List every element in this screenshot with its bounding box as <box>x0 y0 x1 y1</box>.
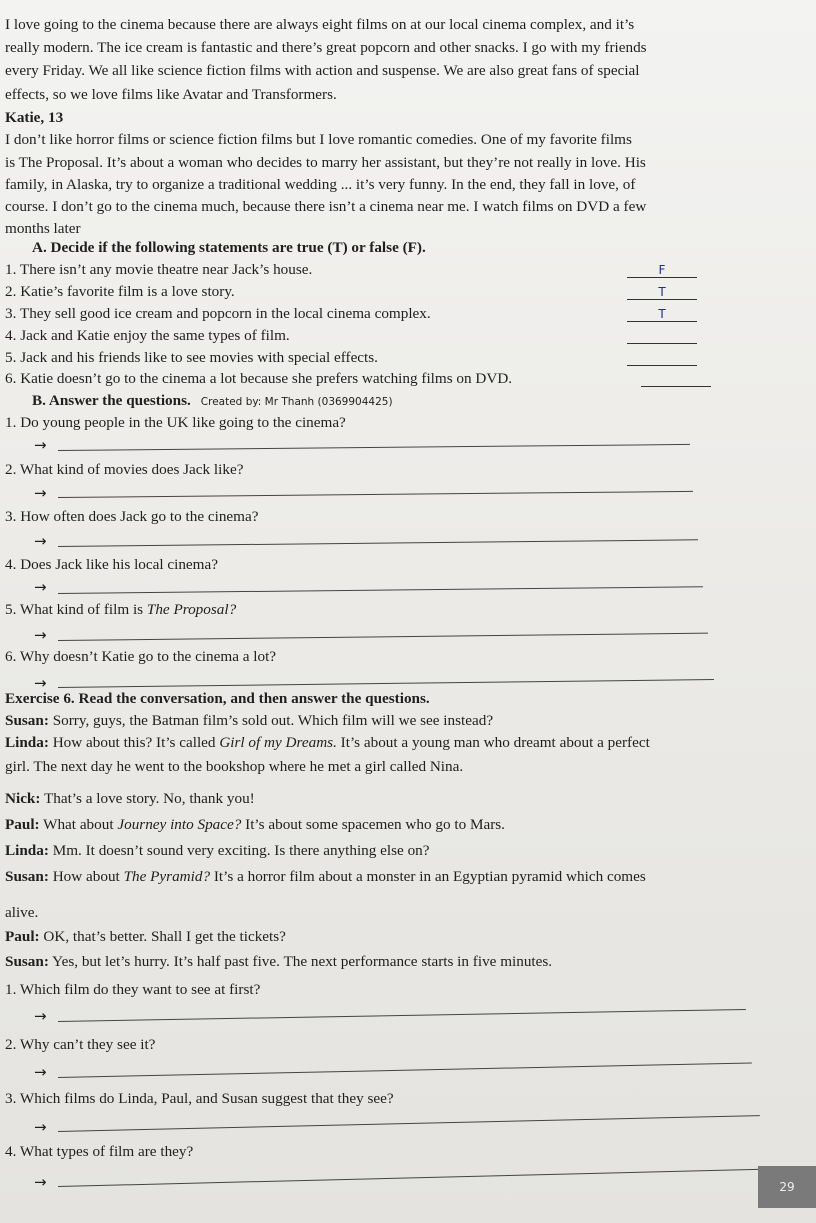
dialogue-text: How about <box>48 868 124 885</box>
tf-answer-field[interactable] <box>627 349 697 366</box>
dialogue-text: That’s a love story. No, thank you! <box>40 790 255 807</box>
tf-answer-field[interactable]: F <box>627 261 697 278</box>
question-e2: 2. Why can’t they see it? <box>5 1036 156 1053</box>
tf-item <box>5 327 705 347</box>
arrow-icon: → <box>34 1173 47 1191</box>
katie-paragraph-line: is The Proposal. It’s about a woman who decides to marry her assistant, but they’re not really in love. His <box>5 154 646 171</box>
arrow-icon: → <box>34 578 47 596</box>
dialogue-text: What about <box>39 816 118 833</box>
answer-line[interactable] <box>58 1009 746 1022</box>
arrow-icon: → <box>34 532 47 550</box>
dialogue-line <box>5 842 430 860</box>
answer-line[interactable] <box>58 539 698 547</box>
dialogue-text: It’s a horror film about a monster in an Egyptian pyramid which comes <box>210 868 646 885</box>
dialogue-line: alive. <box>5 904 39 921</box>
answer-line[interactable] <box>58 633 708 641</box>
speaker-name: Paul: <box>5 928 40 945</box>
tf-statement: 5. Jack and his friends like to see movies with special effects. <box>5 349 378 366</box>
tf-item <box>5 370 705 390</box>
tf-answer-field[interactable] <box>627 327 697 344</box>
film-title: The Pyramid? <box>123 868 211 885</box>
tf-answer-field[interactable]: T <box>627 283 697 300</box>
answer-line[interactable] <box>58 1115 760 1132</box>
tf-answer-field[interactable] <box>641 370 711 387</box>
question-b3: 3. How often does Jack go to the cinema? <box>5 508 259 525</box>
dialogue-text: How about this? It’s called <box>48 734 220 751</box>
dialogue-line <box>5 928 286 946</box>
answer-line[interactable] <box>58 586 703 594</box>
speaker-name: Susan: <box>5 712 49 729</box>
speaker-name: Paul: <box>5 816 40 833</box>
tf-item <box>5 261 705 281</box>
speaker-name: Linda: <box>5 842 49 859</box>
arrow-icon: → <box>34 1063 47 1081</box>
speaker-name: Nick: <box>5 790 41 807</box>
dialogue-text: Mm. It doesn’t sound very exciting. Is there anything else on? <box>48 842 430 859</box>
katie-heading: Katie, 13 <box>5 109 64 126</box>
question-b5-text: 5. What kind of film is <box>5 601 147 618</box>
question-b5 <box>5 601 236 619</box>
dialogue-text: OK, that’s better. Shall I get the tickets? <box>39 928 286 945</box>
tf-statement: 3. They sell good ice cream and popcorn in the local cinema complex. <box>5 305 431 322</box>
answer-line[interactable] <box>58 444 690 451</box>
arrow-icon: → <box>34 436 47 454</box>
question-e1: 1. Which film do they want to see at first? <box>5 981 261 998</box>
question-e3: 3. Which films do Linda, Paul, and Susan suggest that they see? <box>5 1090 394 1107</box>
dialogue-line <box>5 712 493 730</box>
dialogue-line <box>5 734 650 752</box>
film-title: The Proposal? <box>146 601 237 618</box>
dialogue-text: Yes, but let’s hurry. It’s half past five. The next performance starts in five minutes. <box>48 953 553 970</box>
arrow-icon: → <box>34 1118 47 1136</box>
dialogue-text: It’s about some spacemen who go to Mars. <box>241 816 505 833</box>
film-title: Girl of my Dreams. <box>219 734 337 751</box>
dialogue-text: Sorry, guys, the Batman film’s sold out. Which film will we see instead? <box>48 712 494 729</box>
jack-paragraph-line: I love going to the cinema because there are always eight films on at our local cinema complex, and it’s <box>5 16 635 33</box>
section-b-title <box>32 392 393 411</box>
tf-statement: 2. Katie’s favorite film is a love story. <box>5 283 235 300</box>
question-b1: 1. Do young people in the UK like going to the cinema? <box>5 414 346 431</box>
question-b6: 6. Why doesn’t Katie go to the cinema a lot? <box>5 648 277 665</box>
katie-paragraph-line: I don’t like horror films or science fiction films but I love romantic comedies. One of my favorite films <box>5 131 632 148</box>
film-title: Journey into Space? <box>117 816 242 833</box>
arrow-icon: → <box>34 1007 47 1025</box>
dialogue-line <box>5 790 255 808</box>
jack-paragraph-line: really modern. The ice cream is fantastic and there’s great popcorn and other snacks. I go with my friends <box>5 39 647 56</box>
tf-item <box>5 283 705 303</box>
section-b-title-text: B. Answer the questions. <box>32 392 191 409</box>
tf-statement: 1. There isn’t any movie theatre near Jack’s house. <box>5 261 313 278</box>
dialogue-line: girl. The next day he went to the bookshop where he met a girl called Nina. <box>5 758 464 775</box>
tf-item <box>5 349 705 369</box>
speaker-name: Susan: <box>5 953 49 970</box>
answer-line[interactable] <box>58 679 714 688</box>
speaker-name: Linda: <box>5 734 49 751</box>
dialogue-line <box>5 953 552 971</box>
jack-paragraph-line: every Friday. We all like science fiction films with action and suspense. We are also great fans of special <box>5 62 640 79</box>
answer-line[interactable] <box>58 1169 763 1187</box>
katie-paragraph-line: course. I don’t go to the cinema much, because there isn’t a cinema near me. I watch films on DVD a few <box>5 198 647 215</box>
page-number: 29 <box>758 1166 816 1208</box>
exercise-6-title: Exercise 6. Read the conversation, and then answer the questions. <box>5 690 430 707</box>
dialogue-line <box>5 816 505 834</box>
dialogue-line <box>5 868 646 886</box>
tf-answer-field[interactable]: T <box>627 305 697 322</box>
arrow-icon: → <box>34 626 47 644</box>
tf-item <box>5 305 705 325</box>
section-a-title: A. Decide if the following statements are true (T) or false (F). <box>32 239 426 256</box>
tf-statement: 6. Katie doesn’t go to the cinema a lot because she prefers watching films on DVD. <box>5 370 513 387</box>
arrow-icon: → <box>34 484 47 502</box>
katie-paragraph-line: family, in Alaska, try to organize a traditional wedding ... it’s very funny. In the end, they fall in love, of <box>5 176 636 193</box>
katie-paragraph-line: months later <box>5 220 81 237</box>
speaker-name: Susan: <box>5 868 49 885</box>
tf-statement: 4. Jack and Katie enjoy the same types of film. <box>5 327 290 344</box>
jack-paragraph-line: effects, so we love films like Avatar and Transformers. <box>5 86 337 103</box>
author-credit: Created by: Mr Thanh (0369904425) <box>200 396 393 408</box>
arrow-icon: → <box>34 674 47 692</box>
question-b2: 2. What kind of movies does Jack like? <box>5 461 244 478</box>
question-e4: 4. What types of film are they? <box>5 1143 194 1160</box>
question-b4: 4. Does Jack like his local cinema? <box>5 556 218 573</box>
dialogue-text: It’s about a young man who dreamt about a perfect <box>336 734 650 751</box>
answer-line[interactable] <box>58 491 693 498</box>
answer-line[interactable] <box>58 1062 752 1078</box>
